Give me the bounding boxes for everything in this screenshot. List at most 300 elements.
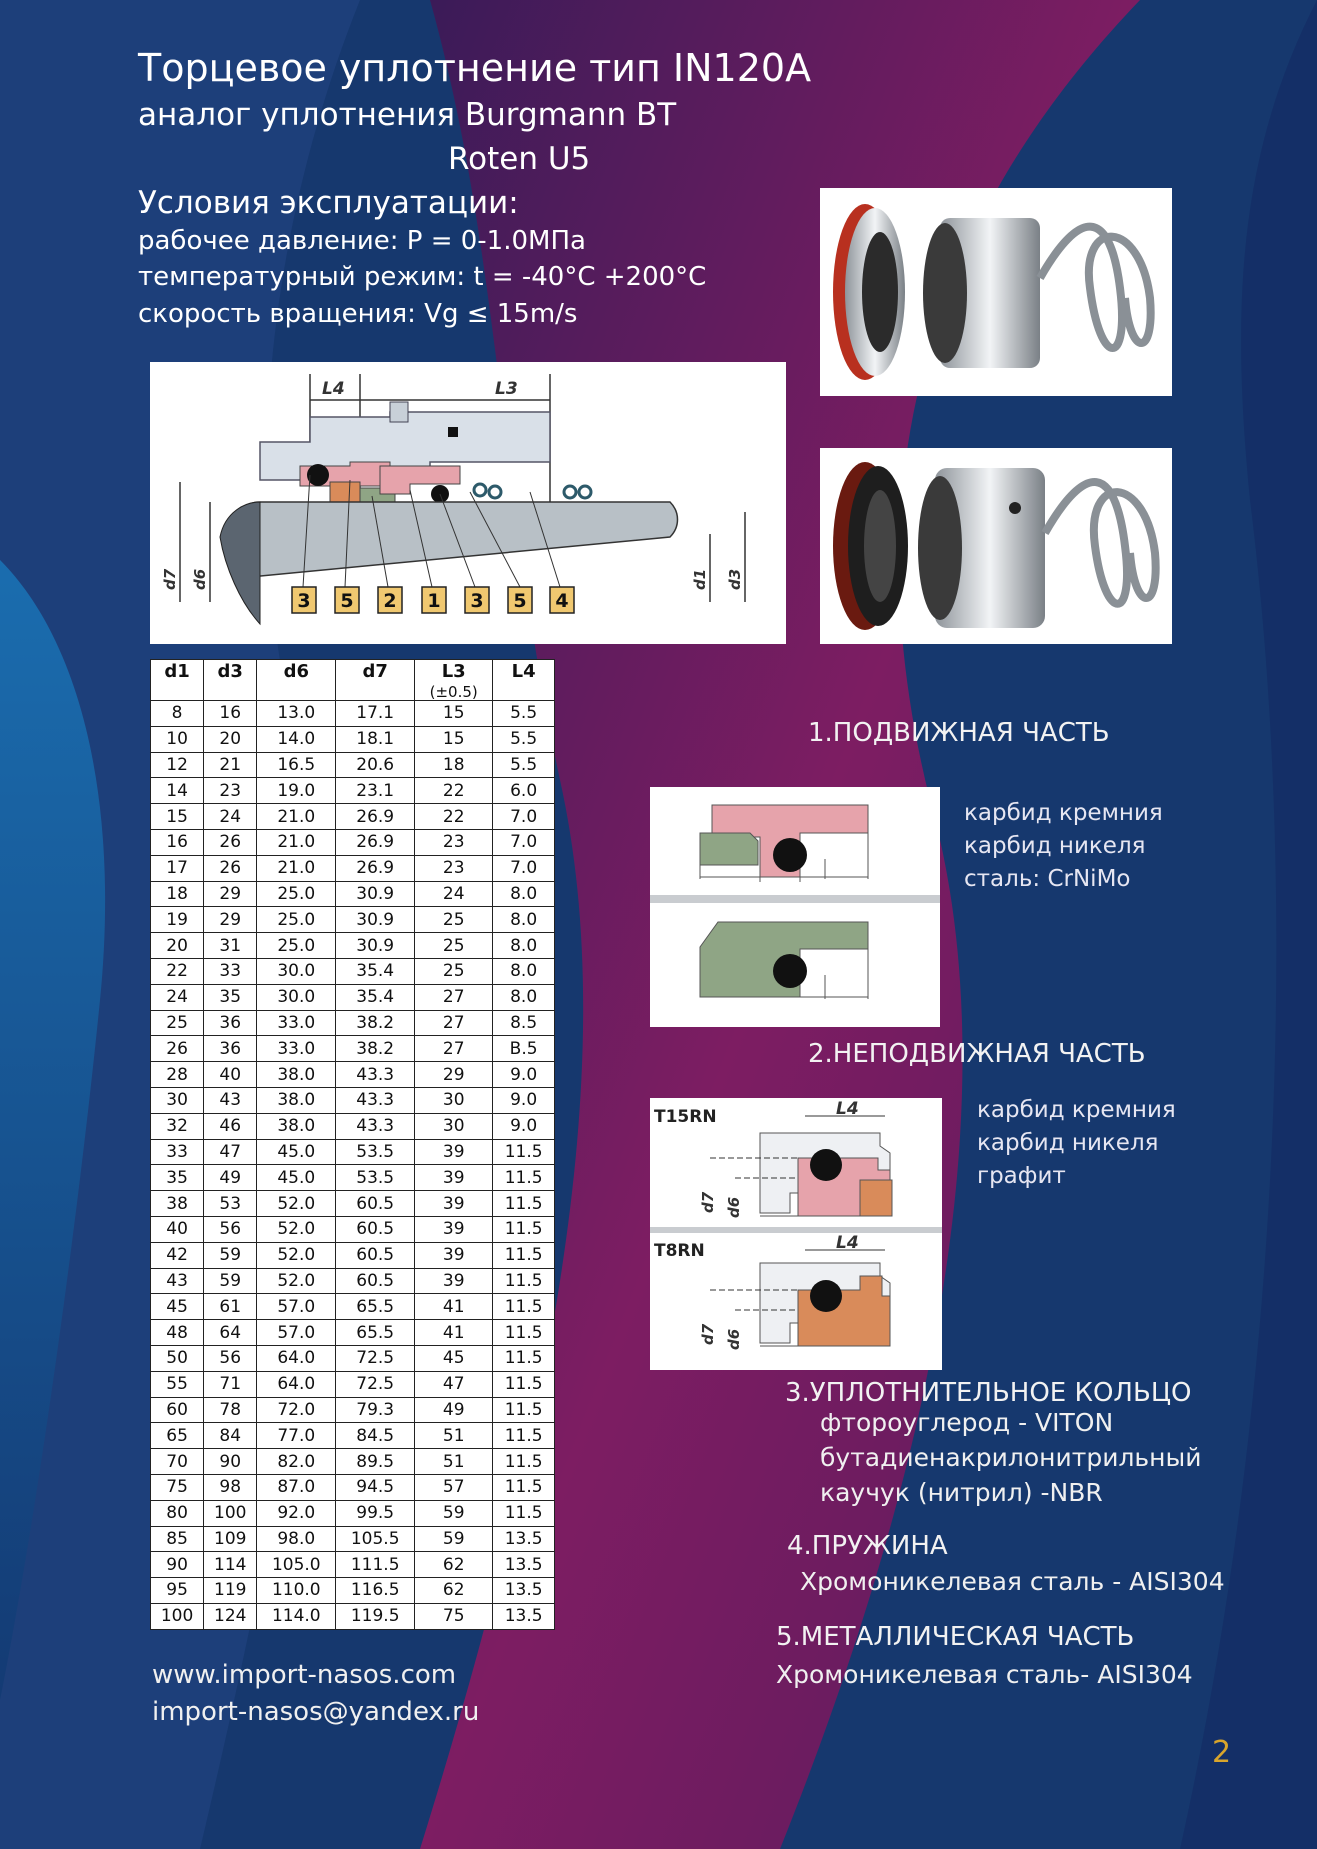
table-cell: 5.5 xyxy=(493,726,555,752)
dim-label-l3: L3 xyxy=(495,379,518,399)
table-cell: 48 xyxy=(151,1320,204,1346)
metal-part-title: 5.МЕТАЛЛИЧЕСКАЯ ЧАСТЬ xyxy=(776,1622,1135,1652)
table-row xyxy=(151,1474,555,1500)
table-cell: 22 xyxy=(415,804,493,830)
table-body xyxy=(151,701,555,1630)
table-row xyxy=(151,701,555,727)
table-cell: 43.3 xyxy=(336,1087,415,1113)
table-cell: 18 xyxy=(415,752,493,778)
moving-part-diagram xyxy=(650,787,940,1027)
table-cell: 8.0 xyxy=(493,958,555,984)
table-cell: 55 xyxy=(151,1371,204,1397)
table-cell: 29 xyxy=(204,881,257,907)
table-cell: 62 xyxy=(415,1552,493,1578)
metal-part-material: Хромоникелевая сталь- AISI304 xyxy=(776,1660,1193,1689)
table-cell: 38.2 xyxy=(336,1036,415,1062)
table-cell: 98 xyxy=(204,1474,257,1500)
side-label-d6: d6 xyxy=(191,568,209,590)
table-cell: 12 xyxy=(151,752,204,778)
table-cell: 30.9 xyxy=(336,933,415,959)
table-row xyxy=(151,1268,555,1294)
table-cell: 27 xyxy=(415,1036,493,1062)
table-cell: 30 xyxy=(415,1113,493,1139)
part-number: 3 xyxy=(297,590,311,612)
table-cell: 82.0 xyxy=(257,1449,336,1475)
table-cell: 13.5 xyxy=(493,1603,555,1629)
table-cell: 52.0 xyxy=(257,1216,336,1242)
product-photo-1 xyxy=(820,188,1172,396)
page-number: 2 xyxy=(1212,1735,1232,1770)
table-cell: 17 xyxy=(151,855,204,881)
table-cell: 39 xyxy=(415,1139,493,1165)
table-cell: 94.5 xyxy=(336,1474,415,1500)
table-cell: 60 xyxy=(151,1397,204,1423)
table-cell: 50 xyxy=(151,1345,204,1371)
table-row xyxy=(151,1191,555,1217)
table-cell: 65 xyxy=(151,1423,204,1449)
table-cell: 17.1 xyxy=(336,701,415,727)
table-cell: 18.1 xyxy=(336,726,415,752)
table-cell: 19 xyxy=(151,907,204,933)
table-cell: 72.5 xyxy=(336,1345,415,1371)
table-cell: 45 xyxy=(151,1294,204,1320)
table-header-row xyxy=(151,660,555,701)
table-row xyxy=(151,1526,555,1552)
table-cell: 21.0 xyxy=(257,804,336,830)
part-number-labels xyxy=(292,587,574,613)
table-cell: 30.9 xyxy=(336,881,415,907)
table-cell: 47 xyxy=(415,1371,493,1397)
table-cell: 60.5 xyxy=(336,1191,415,1217)
table-cell: 11.5 xyxy=(493,1216,555,1242)
table-cell: 16 xyxy=(151,829,204,855)
material-item: каучук (нитрил) -NBR xyxy=(820,1478,1103,1507)
table-cell: 21.0 xyxy=(257,829,336,855)
part-number: 5 xyxy=(340,590,354,612)
table-cell: 57 xyxy=(415,1474,493,1500)
table-cell: 11.5 xyxy=(493,1345,555,1371)
table-cell: 77.0 xyxy=(257,1423,336,1449)
table-cell: 27 xyxy=(415,1010,493,1036)
moving-part-materials xyxy=(964,797,1163,896)
table-cell: 30.0 xyxy=(257,958,336,984)
table-cell: 30.9 xyxy=(336,907,415,933)
table-cell: 14.0 xyxy=(257,726,336,752)
table-cell: 38.0 xyxy=(257,1087,336,1113)
stationary-dim-l4: L4 xyxy=(836,1099,859,1119)
table-cell: 87.0 xyxy=(257,1474,336,1500)
material-item: карбид кремния xyxy=(964,800,1163,826)
table-cell: 36 xyxy=(204,1036,257,1062)
table-cell: 30.0 xyxy=(257,984,336,1010)
table-cell: 75 xyxy=(151,1474,204,1500)
table-cell: 38 xyxy=(151,1191,204,1217)
table-cell: 11.5 xyxy=(493,1294,555,1320)
table-cell: 11.5 xyxy=(493,1165,555,1191)
table-cell: B.5 xyxy=(493,1036,555,1062)
header-l4: L4 xyxy=(493,660,555,701)
table-cell: 11.5 xyxy=(493,1320,555,1346)
table-cell: 20.6 xyxy=(336,752,415,778)
table-cell: 39 xyxy=(415,1216,493,1242)
material-item: карбид никеля xyxy=(977,1130,1159,1156)
table-cell: 79.3 xyxy=(336,1397,415,1423)
table-cell: 33 xyxy=(151,1139,204,1165)
table-cell: 71 xyxy=(204,1371,257,1397)
table-cell: 52.0 xyxy=(257,1268,336,1294)
table-cell: 25 xyxy=(151,1010,204,1036)
table-cell: 25 xyxy=(415,933,493,959)
table-cell: 19.0 xyxy=(257,778,336,804)
header-d1: d1 xyxy=(151,660,204,701)
table-cell: 51 xyxy=(415,1449,493,1475)
table-cell: 11.5 xyxy=(493,1423,555,1449)
table-cell: 33.0 xyxy=(257,1010,336,1036)
material-item: сталь: CrNiMo xyxy=(964,866,1131,892)
table-row xyxy=(151,1578,555,1604)
table-cell: 40 xyxy=(204,1062,257,1088)
table-row xyxy=(151,1552,555,1578)
table-cell: 5.5 xyxy=(493,701,555,727)
table-cell: 26.9 xyxy=(336,855,415,881)
table-cell: 90 xyxy=(204,1449,257,1475)
conditions-title: Условия эксплуатации: xyxy=(138,185,519,221)
header-d7: d7 xyxy=(336,660,415,701)
table-cell: 33 xyxy=(204,958,257,984)
table-cell: 45.0 xyxy=(257,1165,336,1191)
email-link[interactable]: import-nasos@yandex.ru xyxy=(152,1697,480,1727)
table-cell: 32 xyxy=(151,1113,204,1139)
table-cell: 59 xyxy=(204,1268,257,1294)
table-cell: 33.0 xyxy=(257,1036,336,1062)
table-row xyxy=(151,907,555,933)
header-l3: L3 (±0.5) xyxy=(415,660,493,701)
table-cell: 6.0 xyxy=(493,778,555,804)
table-cell: 43 xyxy=(204,1087,257,1113)
table-cell: 110.0 xyxy=(257,1578,336,1604)
table-row xyxy=(151,1345,555,1371)
stationary-part-diagram xyxy=(650,1098,942,1370)
table-cell: 36 xyxy=(204,1010,257,1036)
material-item: бутадиенакрилонитрильный xyxy=(820,1443,1202,1472)
table-cell: 39 xyxy=(415,1191,493,1217)
table-row xyxy=(151,726,555,752)
table-cell: 42 xyxy=(151,1242,204,1268)
side-label-d3: d3 xyxy=(726,568,744,590)
dim-label-l4: L4 xyxy=(322,379,345,399)
side-label-d1: d1 xyxy=(691,568,709,590)
part-number: 2 xyxy=(383,590,397,612)
table-cell: 9.0 xyxy=(493,1062,555,1088)
table-row xyxy=(151,1087,555,1113)
table-cell: 24 xyxy=(204,804,257,830)
table-row xyxy=(151,984,555,1010)
stationary-dim-d7: d7 xyxy=(699,1191,717,1213)
table-cell: 60.5 xyxy=(336,1268,415,1294)
table-cell: 41 xyxy=(415,1320,493,1346)
table-row xyxy=(151,1603,555,1629)
table-cell: 60.5 xyxy=(336,1242,415,1268)
table-cell: 64.0 xyxy=(257,1345,336,1371)
website-link[interactable]: www.import-nasos.com xyxy=(152,1660,457,1690)
table-cell: 56 xyxy=(204,1345,257,1371)
material-item: карбид никеля xyxy=(964,833,1146,859)
table-cell: 31 xyxy=(204,933,257,959)
table-row xyxy=(151,1294,555,1320)
table-cell: 72.5 xyxy=(336,1371,415,1397)
table-cell: 105.0 xyxy=(257,1552,336,1578)
part-number: 3 xyxy=(470,590,484,612)
table-cell: 11.5 xyxy=(493,1371,555,1397)
table-cell: 9.0 xyxy=(493,1113,555,1139)
table-cell: 64 xyxy=(204,1320,257,1346)
table-row xyxy=(151,1500,555,1526)
table-cell: 21.0 xyxy=(257,855,336,881)
table-cell: 35 xyxy=(151,1165,204,1191)
table-cell: 60.5 xyxy=(336,1216,415,1242)
table-cell: 26 xyxy=(204,829,257,855)
dimensions-table xyxy=(150,659,555,1630)
spring-title: 4.ПРУЖИНА xyxy=(787,1531,948,1561)
stationary-dim-d6: d6 xyxy=(725,1196,743,1218)
table-cell: 23 xyxy=(204,778,257,804)
table-cell: 52.0 xyxy=(257,1242,336,1268)
table-cell: 7.0 xyxy=(493,829,555,855)
table-cell: 119 xyxy=(204,1578,257,1604)
header-d6: d6 xyxy=(257,660,336,701)
table-cell: 80 xyxy=(151,1500,204,1526)
table-row xyxy=(151,1397,555,1423)
material-item: карбид кремния xyxy=(977,1097,1176,1123)
table-cell: 10 xyxy=(151,726,204,752)
table-cell: 24 xyxy=(415,881,493,907)
stationary-dim-d7-2: d7 xyxy=(699,1323,717,1345)
table-cell: 53.5 xyxy=(336,1165,415,1191)
table-cell: 45.0 xyxy=(257,1139,336,1165)
table-cell: 59 xyxy=(415,1526,493,1552)
table-cell: 89.5 xyxy=(336,1449,415,1475)
spring-material: Хромоникелевая сталь - AISI304 xyxy=(800,1567,1225,1596)
material-item: фтороуглерод - VITON xyxy=(820,1408,1114,1437)
stationary-label-t15rn: T15RN xyxy=(654,1107,717,1127)
table-cell: 78 xyxy=(204,1397,257,1423)
table-cell: 13.5 xyxy=(493,1526,555,1552)
table-row xyxy=(151,752,555,778)
table-cell: 30 xyxy=(415,1087,493,1113)
table-cell: 57.0 xyxy=(257,1320,336,1346)
table-cell: 15 xyxy=(151,804,204,830)
table-cell: 100 xyxy=(151,1603,204,1629)
table-cell: 11.5 xyxy=(493,1500,555,1526)
cross-section-svg xyxy=(150,362,786,644)
stationary-dim-l4-2: L4 xyxy=(836,1233,859,1253)
speed-spec: скорость вращения: Vg ≤ 15m/s xyxy=(138,299,578,329)
table-row xyxy=(151,1113,555,1139)
table-cell: 84 xyxy=(204,1423,257,1449)
table-row xyxy=(151,1423,555,1449)
table-cell: 22 xyxy=(151,958,204,984)
table-cell: 43.3 xyxy=(336,1062,415,1088)
table-row xyxy=(151,933,555,959)
part-number: 5 xyxy=(513,590,527,612)
table-cell: 11.5 xyxy=(493,1474,555,1500)
temperature-spec: температурный режим: t = -40°C +200°C xyxy=(138,262,707,292)
table-cell: 13.5 xyxy=(493,1552,555,1578)
table-cell: 23 xyxy=(415,829,493,855)
table-row xyxy=(151,829,555,855)
table-cell: 70 xyxy=(151,1449,204,1475)
table-cell: 64.0 xyxy=(257,1371,336,1397)
table-cell: 8.0 xyxy=(493,881,555,907)
table-cell: 39 xyxy=(415,1268,493,1294)
table-cell: 39 xyxy=(415,1242,493,1268)
table-cell: 38.0 xyxy=(257,1113,336,1139)
moving-part-title: 1.ПОДВИЖНАЯ ЧАСТЬ xyxy=(808,718,1110,748)
header-d3: d3 xyxy=(204,660,257,701)
table-cell: 18 xyxy=(151,881,204,907)
table-cell: 43 xyxy=(151,1268,204,1294)
table-cell: 26 xyxy=(204,855,257,881)
table-cell: 27 xyxy=(415,984,493,1010)
table-cell: 8.0 xyxy=(493,907,555,933)
table-cell: 111.5 xyxy=(336,1552,415,1578)
table-cell: 16.5 xyxy=(257,752,336,778)
table-cell: 26.9 xyxy=(336,829,415,855)
table-cell: 72.0 xyxy=(257,1397,336,1423)
table-row xyxy=(151,881,555,907)
material-item: графит xyxy=(977,1163,1066,1189)
table-cell: 59 xyxy=(415,1500,493,1526)
table-cell: 11.5 xyxy=(493,1242,555,1268)
table-cell: 51 xyxy=(415,1423,493,1449)
table-cell: 7.0 xyxy=(493,855,555,881)
stationary-part-materials xyxy=(977,1094,1176,1193)
table-cell: 22 xyxy=(415,778,493,804)
side-label-d7: d7 xyxy=(161,568,179,590)
table-cell: 9.0 xyxy=(493,1087,555,1113)
table-cell: 13.0 xyxy=(257,701,336,727)
table-cell: 11.5 xyxy=(493,1191,555,1217)
table-cell: 11.5 xyxy=(493,1139,555,1165)
table-cell: 25 xyxy=(415,907,493,933)
table-cell: 35.4 xyxy=(336,984,415,1010)
stationary-label-t8rn: T8RN xyxy=(654,1241,705,1261)
table-cell: 20 xyxy=(204,726,257,752)
table-cell: 49 xyxy=(204,1165,257,1191)
table-cell: 25.0 xyxy=(257,933,336,959)
table-cell: 47 xyxy=(204,1139,257,1165)
table-cell: 25 xyxy=(415,958,493,984)
l3-tolerance: (±0.5) xyxy=(429,683,478,701)
table-cell: 15 xyxy=(415,701,493,727)
table-cell: 26 xyxy=(151,1036,204,1062)
table-cell: 105.5 xyxy=(336,1526,415,1552)
table-cell: 28 xyxy=(151,1062,204,1088)
table-cell: 114 xyxy=(204,1552,257,1578)
table-row xyxy=(151,1320,555,1346)
table-cell: 29 xyxy=(415,1062,493,1088)
table-cell: 124 xyxy=(204,1603,257,1629)
stationary-dim-d6-2: d6 xyxy=(725,1328,743,1350)
analog-line: аналог уплотнения Burgmann BT xyxy=(138,97,677,133)
table-cell: 25.0 xyxy=(257,907,336,933)
table-cell: 53 xyxy=(204,1191,257,1217)
table-cell: 15 xyxy=(415,726,493,752)
table-row xyxy=(151,1139,555,1165)
table-cell: 53.5 xyxy=(336,1139,415,1165)
table-cell: 35 xyxy=(204,984,257,1010)
table-cell: 8.0 xyxy=(493,984,555,1010)
table-row xyxy=(151,804,555,830)
table-cell: 24 xyxy=(151,984,204,1010)
table-cell: 21 xyxy=(204,752,257,778)
table-cell: 8.5 xyxy=(493,1010,555,1036)
table-row xyxy=(151,1371,555,1397)
seal-ring-materials xyxy=(820,1405,1201,1510)
table-row xyxy=(151,1449,555,1475)
product-photo-2 xyxy=(820,448,1172,644)
table-row xyxy=(151,1242,555,1268)
table-cell: 59 xyxy=(204,1242,257,1268)
table-cell: 5.5 xyxy=(493,752,555,778)
table-cell: 98.0 xyxy=(257,1526,336,1552)
table-cell: 92.0 xyxy=(257,1500,336,1526)
table-cell: 65.5 xyxy=(336,1320,415,1346)
table-row xyxy=(151,855,555,881)
table-cell: 39 xyxy=(415,1165,493,1191)
table-cell: 56 xyxy=(204,1216,257,1242)
table-cell: 11.5 xyxy=(493,1449,555,1475)
table-cell: 23.1 xyxy=(336,778,415,804)
table-row xyxy=(151,958,555,984)
table-cell: 14 xyxy=(151,778,204,804)
table-cell: 99.5 xyxy=(336,1500,415,1526)
table-row xyxy=(151,1062,555,1088)
table-row xyxy=(151,1036,555,1062)
table-cell: 8 xyxy=(151,701,204,727)
table-cell: 8.0 xyxy=(493,933,555,959)
part-number: 1 xyxy=(427,590,441,612)
table-cell: 16 xyxy=(204,701,257,727)
table-cell: 43.3 xyxy=(336,1113,415,1139)
table-cell: 52.0 xyxy=(257,1191,336,1217)
table-cell: 116.5 xyxy=(336,1578,415,1604)
table-cell: 85 xyxy=(151,1526,204,1552)
table-cell: 114.0 xyxy=(257,1603,336,1629)
table-cell: 13.5 xyxy=(493,1578,555,1604)
table-cell: 119.5 xyxy=(336,1603,415,1629)
seal-ring-title: 3.УПЛОТНИТЕЛЬНОЕ КОЛЬЦО xyxy=(785,1378,1192,1408)
table-cell: 41 xyxy=(415,1294,493,1320)
table-cell: 30 xyxy=(151,1087,204,1113)
table-cell: 65.5 xyxy=(336,1294,415,1320)
table-cell: 100 xyxy=(204,1500,257,1526)
part-number: 4 xyxy=(555,590,569,612)
pressure-spec: рабочее давление: P = 0-1.0МПа xyxy=(138,226,586,256)
table-cell: 11.5 xyxy=(493,1397,555,1423)
table-cell: 49 xyxy=(415,1397,493,1423)
table-row xyxy=(151,1216,555,1242)
table-cell: 26.9 xyxy=(336,804,415,830)
table-cell: 62 xyxy=(415,1578,493,1604)
cross-section-diagram xyxy=(150,362,786,644)
table-cell: 75 xyxy=(415,1603,493,1629)
table-cell: 29 xyxy=(204,907,257,933)
table-row xyxy=(151,1165,555,1191)
table-cell: 11.5 xyxy=(493,1268,555,1294)
table-cell: 46 xyxy=(204,1113,257,1139)
table-cell: 38.2 xyxy=(336,1010,415,1036)
